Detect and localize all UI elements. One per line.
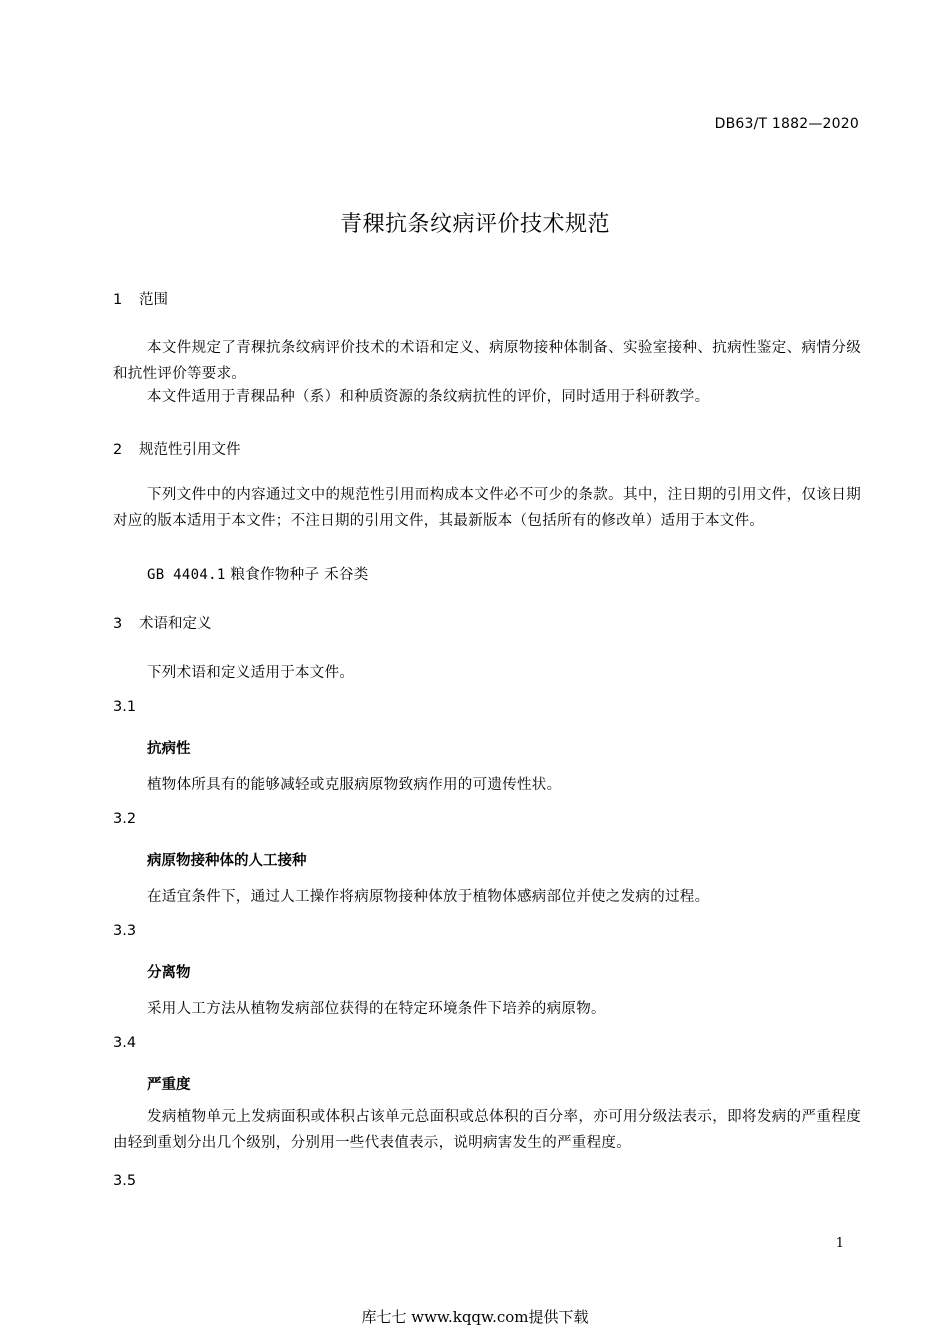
section-title: 术语和定义 — [139, 616, 212, 632]
reference-name: 粮食作物种子 禾谷类 — [230, 567, 369, 583]
section-1-paragraph-1: 本文件规定了青稞抗条纹病评价技术的术语和定义、病原物接种体制备、实验室接种、抗病性鉴定、病情分级和抗性评价等要求。 — [113, 340, 861, 382]
term-name: 抗病性 — [147, 741, 191, 757]
section-3-heading — [113, 612, 212, 633]
term-number: 3.5 — [113, 1173, 137, 1189]
section-2-paragraph-1: 下列文件中的内容通过文中的规范性引用而构成本文件必不可少的条款。其中，注日期的引用文件，仅该日期对应的版本适用于本文件；不注日期的引用文件，其最新版本（包括所有的修改单）适用于本文件。 — [113, 487, 861, 529]
term-definition: 发病植物单元上发病面积或体积占该单元总面积或总体积的百分率，亦可用分级法表示，即将发病的严重程度由轻到重划分出几个级别，分别用一些代表值表示，说明病害发生的严重程度。 — [113, 1109, 861, 1151]
reference-code: GB 4404.1 — [147, 567, 226, 583]
term-number: 3.4 — [113, 1035, 137, 1051]
section-number: 2 — [113, 442, 123, 458]
document-title: 青稞抗条纹病评价技术规范 — [339, 212, 610, 237]
term-name: 分离物 — [147, 965, 191, 981]
term-definition: 采用人工方法从植物发病部位获得的在特定环境条件下培养的病原物。 — [147, 1001, 606, 1017]
term-number: 3.3 — [113, 923, 137, 939]
section-1-paragraph-2: 本文件适用于青稞品种（系）和种质资源的条纹病抗性的评价，同时适用于科研教学。 — [147, 389, 710, 405]
section-2-heading — [113, 438, 241, 459]
page-number: 1 — [835, 1236, 844, 1251]
section-title: 范围 — [139, 292, 168, 308]
footer-download-note: 库七七 www.kqqw.com提供下载 — [361, 1308, 589, 1326]
section-number: 3 — [113, 616, 123, 632]
section-1-heading — [113, 288, 168, 309]
term-definition: 植物体所具有的能够减轻或克服病原物致病作用的可遗传性状。 — [147, 777, 562, 793]
term-number: 3.1 — [113, 699, 137, 715]
term-name: 严重度 — [147, 1077, 191, 1093]
section-3-intro: 下列术语和定义适用于本文件。 — [147, 665, 355, 681]
section-title: 规范性引用文件 — [139, 442, 241, 458]
standard-number: DB63/T 1882—2020 — [714, 116, 859, 132]
term-number: 3.2 — [113, 811, 137, 827]
normative-reference — [147, 563, 369, 584]
term-name: 病原物接种体的人工接种 — [147, 853, 307, 869]
section-number: 1 — [113, 292, 123, 308]
term-definition: 在适宜条件下，通过人工操作将病原物接种体放于植物体感病部位并使之发病的过程。 — [147, 889, 710, 905]
